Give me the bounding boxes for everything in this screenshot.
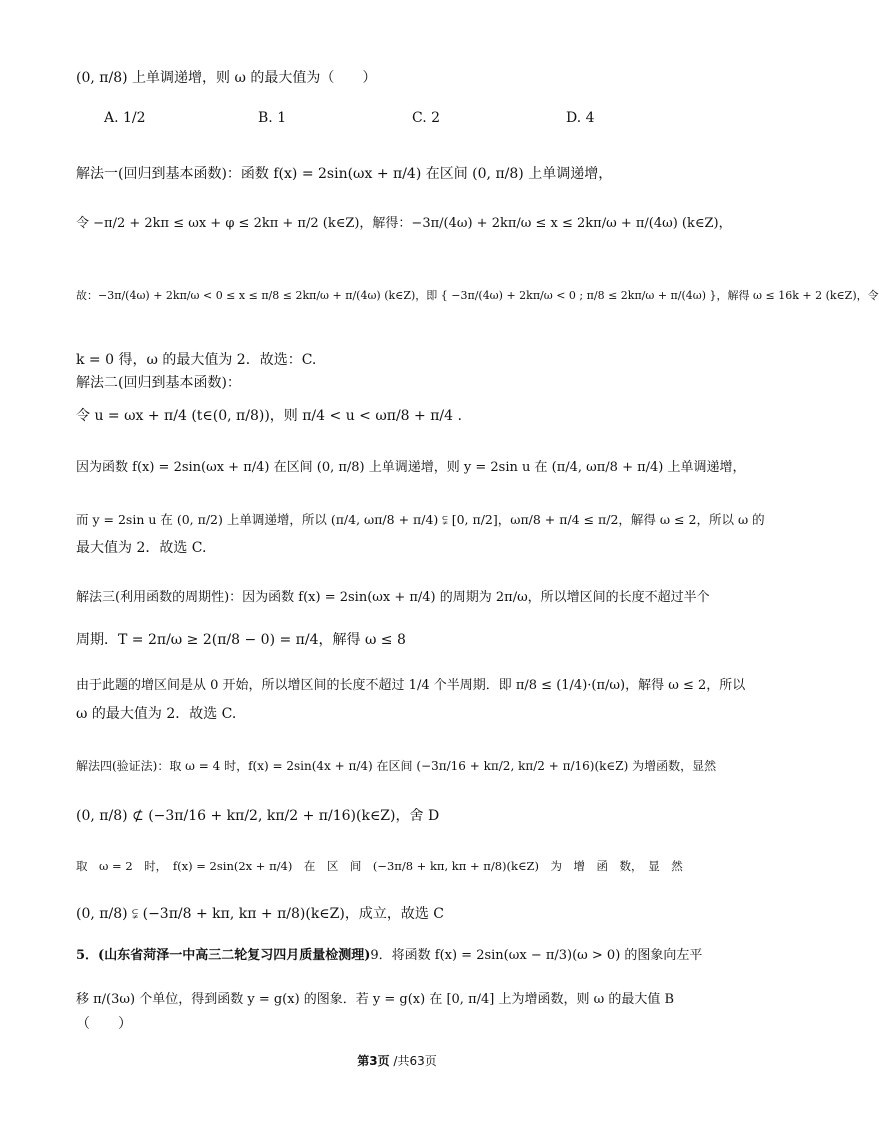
solution-2-line-3: 而 y = 2sin u 在 (0, π/2) 上单调递增，所以 (π/4, ωπ/8 + π/4) ⫋ [0, π/2]，ωπ/8 + π/4 ≤ π/2，解得 ω ≤ 2，所以 ω 的 (76, 512, 765, 527)
solution-3-line-4: ω 的最大值为 2．故选 C. (76, 706, 237, 722)
solution-4-line-3: 取 ω = 2 时， f(x) = 2sin(2x + π/4) 在 区 间 (−3π/8 + kπ, kπ + π/8)(k∈Z) 为 增 函 数， 显 然 (76, 859, 683, 873)
question-stem-end: (0, π/8) 上单调递增，则 ω 的最大值为（ ） (76, 70, 377, 86)
option-b: B. 1 (258, 110, 287, 126)
option-a: A. 1/2 (104, 110, 146, 126)
solution-1-line-3: 故：−3π/(4ω) + 2kπ/ω < 0 ≤ x ≤ π/8 ≤ 2kπ/ω + π/(4ω) (k∈Z)，即 { −3π/(4ω) + 2kπ/ω < 0 ; π/8 ≤ 2kπ/ω + π/(4ω) }，解得 ω ≤ 16k + 2 (k∈Z)，令 (76, 289, 879, 302)
question-5-text: 9．将函数 f(x) = 2sin(ωx − π/3)(ω > 0) 的图象向左平 (370, 948, 703, 963)
question-5-line-2: 移 π/(3ω) 个单位，得到函数 y = g(x) 的图象．若 y = g(x) 在 [0, π/4] 上为增函数，则 ω 的最大值 B (76, 992, 675, 1007)
solution-1-line-2: 令 −π/2 + 2kπ ≤ ωx + φ ≤ 2kπ + π/2 (k∈Z)，解得：−3π/(4ω) + 2kπ/ω ≤ x ≤ 2kπ/ω + π/(4ω) (k∈Z)， (76, 216, 732, 231)
solution-1-line-1: 解法一(回归到基本函数)：函数 f(x) = 2sin(ωx + π/4) 在区间 (0, π/8) 上单调递增， (76, 166, 613, 182)
solution-1-line-4: k = 0 得，ω 的最大值为 2．故选：C. (76, 352, 317, 368)
question-5-answer-blank: （ ） (76, 1016, 132, 1032)
solution-3-line-1: 解法三(利用函数的周期性)：因为函数 f(x) = 2sin(ωx + π/4) 的周期为 2π/ω，所以增区间的长度不超过半个 (76, 590, 710, 605)
solution-4-line-1: 解法四(验证法)：取 ω = 4 时，f(x) = 2sin(4x + π/4) 在区间 (−3π/16 + kπ/2, kπ/2 + π/16)(k∈Z) 为增函数，显然 (76, 759, 717, 773)
solution-3-line-3: 由于此题的增区间是从 0 开始，所以增区间的长度不超过 1/4 个半周期．即 π/8 ≤ (1/4)·(π/ω)，解得 ω ≤ 2，所以 (76, 678, 746, 693)
solution-2-heading: 解法二(回归到基本函数)： (76, 375, 241, 391)
page-footer (0, 1052, 794, 1069)
solution-2-line-4: 最大值为 2．故选 C. (76, 540, 207, 556)
solution-4-line-2: (0, π/8) ⊄ (−3π/16 + kπ/2, kπ/2 + π/16)(k∈Z)，舍 D (76, 808, 440, 824)
option-d: D. 4 (566, 110, 595, 126)
solution-4-line-4: (0, π/8) ⫋ (−3π/8 + kπ, kπ + π/8)(k∈Z)，成立，故选 C (76, 906, 445, 922)
solution-2-line-2: 因为函数 f(x) = 2sin(ωx + π/4) 在区间 (0, π/8) 上单调递增，则 y = 2sin u 在 (π/4, ωπ/8 + π/4) 上单调递增， (76, 460, 746, 475)
solution-3-line-2: 周期．T = 2π/ω ≥ 2(π/8 − 0) = π/4，解得 ω ≤ 8 (76, 632, 406, 648)
solution-2-line-1: 令 u = ωx + π/4 (t∈(0, π/8))，则 π/4 < u < ωπ/8 + π/4 . (76, 408, 462, 424)
page-total: /共63页 (389, 1054, 437, 1068)
option-c: C. 2 (412, 110, 441, 126)
page-number: 第3页 (357, 1054, 390, 1068)
question-5-source: 5．(山东省菏泽一中高三二轮复习四月质量检测理) (76, 948, 371, 963)
question-5-line-1 (76, 946, 702, 966)
